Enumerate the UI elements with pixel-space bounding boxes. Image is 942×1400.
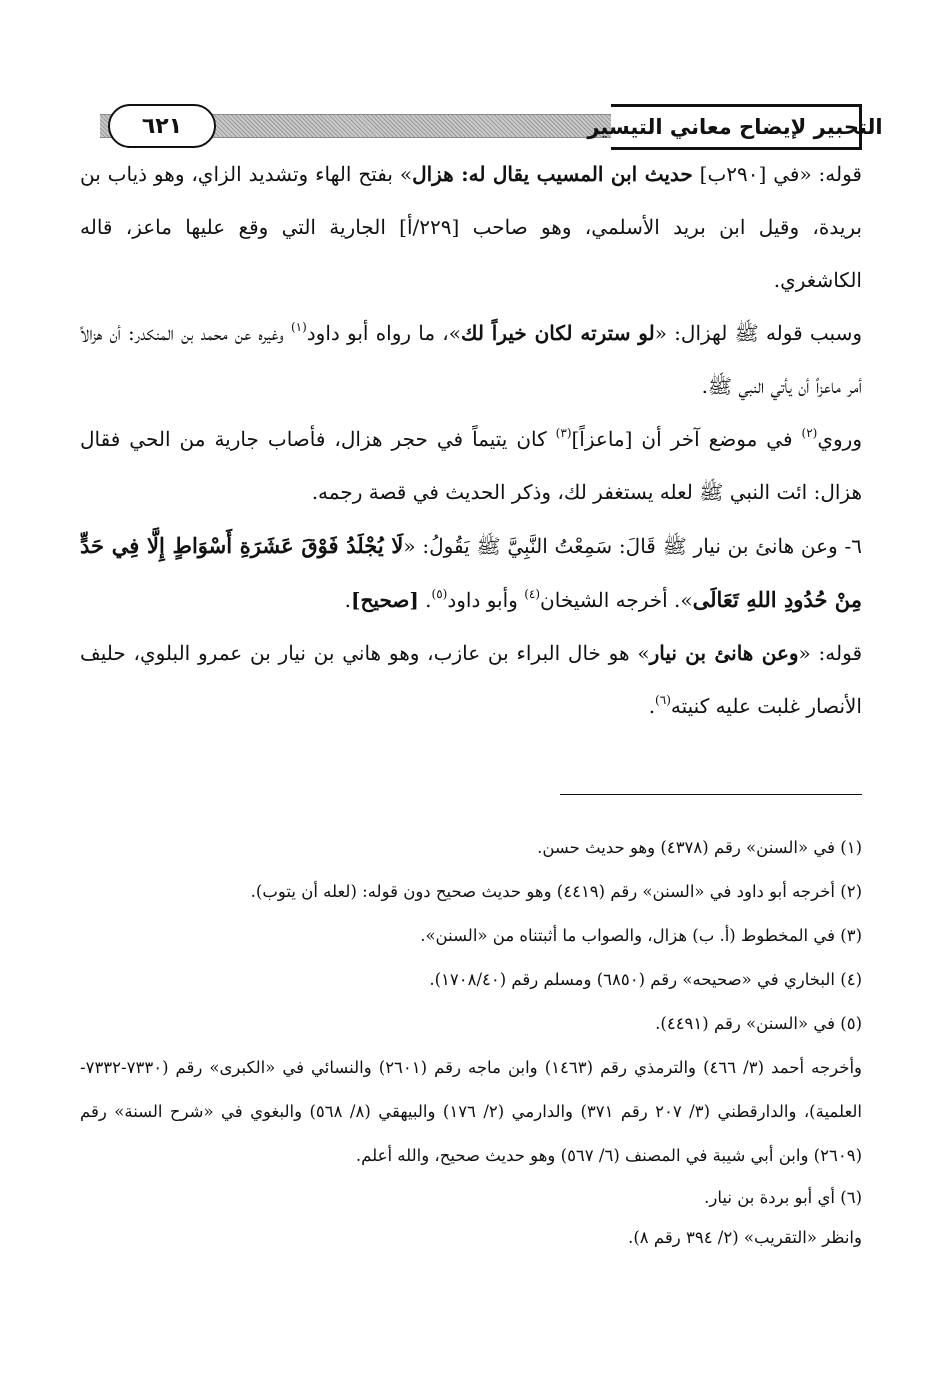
footnote-5: (٥) في «السنن» رقم (٤٤٩١). (655, 1014, 862, 1033)
paragraph-3 (80, 413, 862, 519)
text: قوله: «في [٢٩٠ب] (692, 162, 862, 186)
footnote-5-continuation: وأخرجه أحمد (٣/ ٤٦٦) والترمذي رقم (١٤٦٣) وابن ماجه رقم (٢٦٠١) والنسائي في «الكبرى» رقم (٧٣٣٠-٧٣٣٢-العلمية)، والدارقطني (٣/ ٢٠٧ رقم ٣٧١) والدارمي (٢/ ١٧٦) والبيهقي (٨/ ٥٦٨) والبغوي في «شرح السنة» رقم (٢٦٠٩) وابن أبي شيبة في المصنف (٦/ ٥٦٧) وهو حديث صحيح، والله أعلم. (80, 1058, 863, 1165)
footnote-4: (٤) البخاري في «صحيحه» رقم (٦٨٥٠) ومسلم رقم (١٧٠٨/٤٠). (429, 970, 862, 989)
text: وسبب قوله ﷺ لهزال: « (654, 321, 862, 345)
header-title-frame (587, 104, 883, 150)
text: . (418, 588, 432, 612)
text: وأبو داود (447, 588, 525, 612)
text: وغيره عن محمد بن المنكدر: أن هزالاً أمر ماعزاً أن يأتي النبي ﷺ. (80, 321, 862, 398)
hadith-text: لَا يُجْلَدُ فَوْقَ عَشَرَةِ أَسْوَاطٍ إِلَّا فِي حَدٍّ مِنْ حُدُودِ اللهِ تَعَالَى (80, 533, 862, 612)
footnote-6: (٦) أي أبو بردة بن نيار. (704, 1188, 862, 1207)
footnote-ref: (٢) (801, 426, 818, 440)
text: » بفتح الهاء وتشديد الزاي، وهو ذياب بن بريدة، وقيل ابن بريد الأسلمي، وهو صاحب [٢٢٩/أ] الجارية التي وقع عليها ماعز، قاله الكاشغري. (80, 162, 862, 292)
text: . (344, 588, 352, 612)
paragraph-4-hadith (80, 519, 862, 627)
footnote-ref: (١) (290, 320, 307, 334)
footnote-ref: (٥) (431, 587, 448, 601)
text: قوله: « (798, 641, 863, 665)
text: كان يتيماً في حجر هزال، فأصاب جارية من الحي فقال هزال: ائت النبي ﷺ لعله يستغفر لك، وذكر الحديث في قصة رجمه. (80, 427, 862, 504)
quoted-phrase: وعن هانئ بن نيار (649, 641, 799, 665)
main-text (80, 148, 862, 733)
book-title: التحبير لإيضاح معاني التيسير (587, 115, 883, 139)
running-header (100, 100, 883, 148)
text: »، ما رواه أبو داود (306, 321, 461, 345)
footnotes (80, 826, 862, 1258)
quoted-phrase: حديث ابن المسيب يقال له: هزال (412, 162, 693, 186)
footnote-divider (560, 794, 862, 795)
grading-label: [صحيح] (351, 588, 419, 612)
footnote-3: (٣) في المخطوط (أ. ب) هزال، والصواب ما أثبتناه من «السنن». (420, 926, 862, 945)
text: » هو خال البراء بن عازب، وهو هاني بن نيار بن عمرو البلوي، حليف الأنصار غلبت عليه كنيته (80, 641, 862, 718)
paragraph-2 (80, 307, 862, 413)
footnote-1: (١) في «السنن» رقم (٤٣٧٨) وهو حديث حسن. (537, 838, 862, 857)
text: ٦- وعن هانئ بن نيار ﷺ قَالَ: سَمِعْتُ النَّبِيَّ ﷺ يَقُولُ: « (403, 534, 862, 558)
quoted-phrase: لو سترته لكان خيراً لك (461, 321, 655, 345)
footnote-ref: (٦) (655, 693, 671, 707)
text: في موضع آخر أن [ماعزاً] (571, 427, 802, 451)
page-number-frame (108, 104, 216, 148)
footnote-6-continuation: وانظر «التقريب» (٢/ ٣٩٤ رقم ٨). (628, 1228, 862, 1247)
paragraph-5 (80, 627, 862, 733)
footnote-ref: (٤) (524, 587, 541, 601)
text: ». أخرجه الشيخان (540, 588, 693, 612)
footnote-2: (٢) أخرجه أبو داود في «السنن» رقم (٤٤١٩) وهو حديث صحيح دون قوله: (لعله أن يتوب). (250, 882, 862, 901)
paragraph-1 (80, 148, 862, 307)
text: . (648, 694, 656, 718)
footnote-ref: (٣) (555, 426, 572, 440)
page-number: ٦٢١ (141, 113, 183, 139)
text: وروي (817, 427, 862, 451)
